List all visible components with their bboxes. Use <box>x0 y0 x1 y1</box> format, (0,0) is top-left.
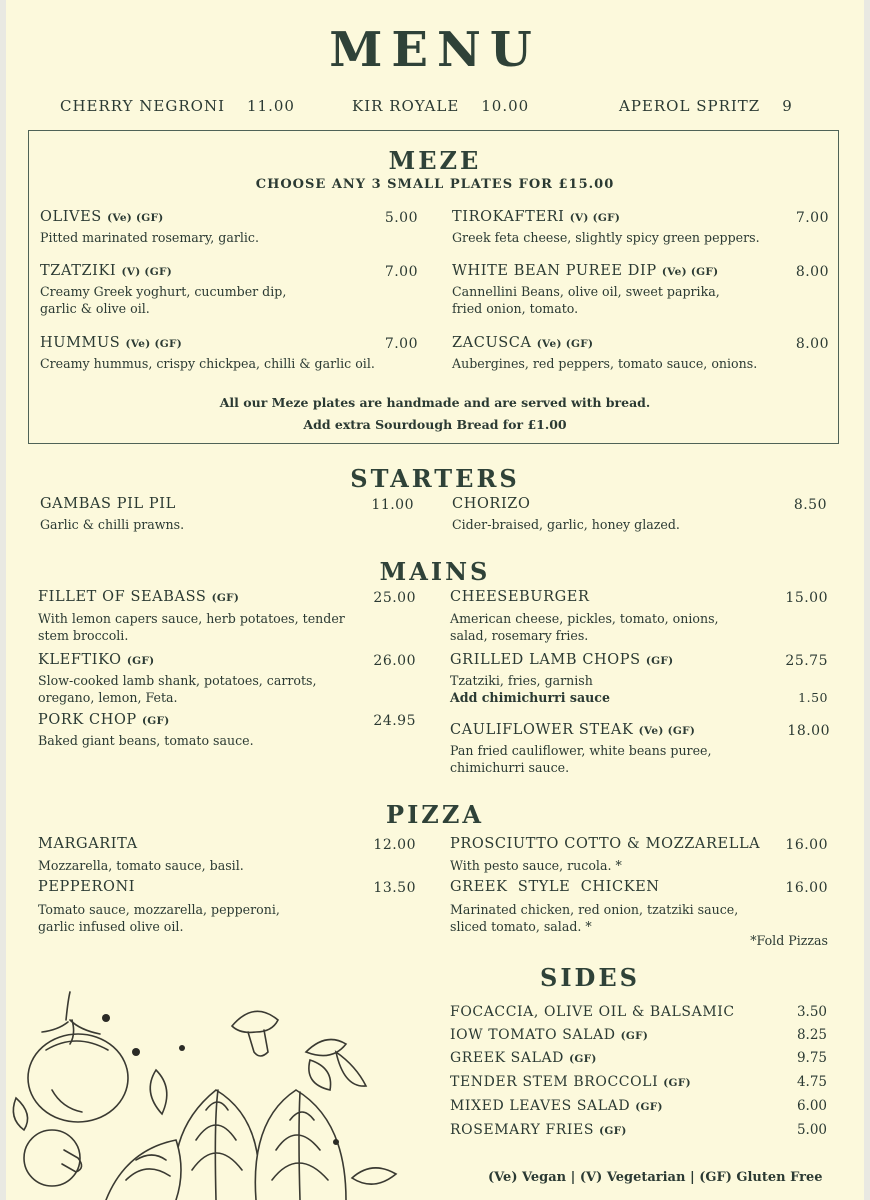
menu-item-description: Baked giant beans, tomato sauce. <box>38 733 254 748</box>
mains-heading: MAINS <box>379 557 491 586</box>
menu-item-description: Aubergines, red peppers, tomato sauce, onions. <box>452 356 758 371</box>
menu-item-price: 7.00 <box>384 336 418 352</box>
dietary-tag: (GF) <box>663 1077 691 1089</box>
addon-label: Add chimichurri sauce <box>450 690 610 705</box>
side-item-name: IOW TOMATO SALAD (GF) <box>450 1027 649 1043</box>
menu-item-name: PORK CHOP (GF) <box>38 712 170 728</box>
menu-item-price: 11.00 <box>371 497 414 513</box>
menu-item-description: Creamy Greek yoghurt, cucumber dip, garlic & olive oil. <box>40 284 287 316</box>
menu-item-price: 8.50 <box>793 497 827 513</box>
menu-item-description: Cannellini Beans, olive oil, sweet paprika, fried onion, tomato. <box>452 284 720 316</box>
menu-item-description: Slow-cooked lamb shank, potatoes, carrots, oregano, lemon, Feta. <box>38 673 317 705</box>
menu-item-name: OLIVES (Ve) (GF) <box>40 209 164 225</box>
pizza-heading: PIZZA <box>386 800 484 829</box>
menu-item-description: Greek feta cheese, slightly spicy green peppers. <box>452 230 760 245</box>
menu-item-price: 15.00 <box>785 590 828 606</box>
menu-item-name: WHITE BEAN PUREE DIP (Ve) (GF) <box>452 263 719 279</box>
tomato-icon <box>28 992 128 1122</box>
menu-item-price: 7.00 <box>795 210 829 226</box>
dietary-tag: (Ve) (GF) <box>536 338 594 350</box>
dietary-tag: (Ve) (GF) <box>661 266 719 278</box>
side-item-price: 3.50 <box>796 1004 827 1020</box>
dietary-tag: (GF) <box>620 1030 649 1042</box>
menu-item-name: FILLET OF SEABASS (GF) <box>38 589 240 605</box>
menu-item-name: PEPPERONI <box>38 879 136 895</box>
dietary-tag: (GF) <box>211 592 240 604</box>
dietary-tag: (GF) <box>142 715 170 727</box>
artichoke-icon <box>106 1090 346 1200</box>
vegetable-sketch-icon <box>6 990 406 1200</box>
menu-item-price: 7.00 <box>384 264 418 280</box>
menu-item-name: CAULIFLOWER STEAK (Ve) (GF) <box>450 722 696 738</box>
dietary-tag: (GF) <box>599 1125 627 1137</box>
pizza-footnote: *Fold Pizzas <box>750 933 828 948</box>
mushroom-icon <box>232 1011 278 1056</box>
menu-item-description: Cider-braised, garlic, honey glazed. <box>452 517 680 532</box>
menu-item-name: ZACUSCA (Ve) (GF) <box>452 335 594 351</box>
menu-item-name: GREEK STYLE CHICKEN <box>450 879 660 895</box>
dietary-tag: (Ve) (GF) <box>638 725 696 737</box>
menu-item-price: 16.00 <box>785 880 828 896</box>
menu-item-price: 26.00 <box>373 653 416 669</box>
meze-note: Add extra Sourdough Bread for £1.00 <box>303 417 567 432</box>
drink-item <box>352 97 529 115</box>
menu-item-name: CHORIZO <box>452 496 531 512</box>
menu-page <box>6 0 864 1200</box>
dietary-tag: (Ve) (GF) <box>125 338 183 350</box>
dietary-tag: (V) (GF) <box>121 266 172 278</box>
dietary-tag: (GF) <box>569 1053 597 1065</box>
side-item-price: 8.25 <box>796 1027 827 1043</box>
dietary-legend: (Ve) Vegan | (V) Vegetarian | (GF) Gluten Free <box>488 1170 823 1185</box>
menu-item-name: HUMMUS (Ve) (GF) <box>40 335 183 351</box>
menu-item-name: TIROKAFTERI (V) (GF) <box>452 209 621 225</box>
menu-item-price: 25.75 <box>785 653 828 669</box>
menu-item-name: MARGARITA <box>38 836 138 852</box>
meze-note: All our Meze plates are handmade and are served with bread. <box>219 395 651 410</box>
drink-price: 9 <box>782 97 793 115</box>
drink-price: 10.00 <box>481 97 530 115</box>
side-item-price: 5.00 <box>796 1122 827 1138</box>
menu-item-description: American cheese, pickles, tomato, onions, salad, rosemary fries. <box>450 611 719 643</box>
side-item-name: GREEK SALAD (GF) <box>450 1050 597 1066</box>
sides-heading: SIDES <box>540 963 640 992</box>
dietary-tag: (V) (GF) <box>569 212 621 224</box>
side-item-name: MIXED LEAVES SALAD (GF) <box>450 1098 663 1114</box>
menu-item-name: GAMBAS PIL PIL <box>40 496 176 512</box>
menu-item-price: 24.95 <box>373 713 416 729</box>
menu-item-price: 13.50 <box>373 880 416 896</box>
dietary-tag: (GF) <box>126 655 155 667</box>
menu-item-price: 18.00 <box>787 723 830 739</box>
menu-item-price: 8.00 <box>795 336 829 352</box>
menu-item-price: 25.00 <box>373 590 416 606</box>
side-item-price: 4.75 <box>796 1074 827 1090</box>
menu-item-description: Tomato sauce, mozzarella, pepperoni, garlic infused olive oil. <box>38 902 280 934</box>
menu-item-description: Marinated chicken, red onion, tzatziki sauce, sliced tomato, salad. * <box>450 902 739 934</box>
addon-price: 1.50 <box>798 690 828 705</box>
menu-item-description: Garlic & chilli prawns. <box>40 517 185 532</box>
menu-item-description: Tzatziki, fries, garnish <box>450 673 593 688</box>
side-item-price: 6.00 <box>796 1098 827 1114</box>
drink-name: APEROL SPRITZ <box>619 97 761 115</box>
menu-item-name: KLEFTIKO (GF) <box>38 652 155 668</box>
dietary-tag: (Ve) (GF) <box>107 212 164 224</box>
menu-item-name: CHEESEBURGER <box>450 589 590 605</box>
page-title: MENU <box>329 22 541 78</box>
dietary-tag: (GF) <box>645 655 674 667</box>
menu-item-description: Pan fried cauliflower, white beans puree, chimichurri sauce. <box>450 743 712 775</box>
menu-item-name: GRILLED LAMB CHOPS (GF) <box>450 652 674 668</box>
starters-heading: STARTERS <box>350 464 520 493</box>
menu-item-description: With lemon capers sauce, herb potatoes, tender stem broccoli. <box>38 611 345 643</box>
menu-item-name: PROSCIUTTO COTTO & MOZZARELLA <box>450 836 761 852</box>
side-item-name: TENDER STEM BROCCOLI (GF) <box>450 1074 691 1090</box>
side-item-name: FOCACCIA, OLIVE OIL & BALSAMIC <box>450 1004 735 1020</box>
menu-item-price: 8.00 <box>795 264 829 280</box>
menu-item-description: Pitted marinated rosemary, garlic. <box>40 230 259 245</box>
menu-item-description: With pesto sauce, rucola. * <box>450 858 622 873</box>
menu-item-name: TZATZIKI (V) (GF) <box>40 263 172 279</box>
menu-item-price: 12.00 <box>373 837 416 853</box>
meze-heading: MEZE <box>388 146 482 175</box>
side-item-price: 9.75 <box>796 1050 827 1066</box>
drink-price: 11.00 <box>247 97 295 115</box>
drink-name: KIR ROYALE <box>352 97 460 115</box>
mushroom-icon <box>24 1130 82 1186</box>
menu-item-description: Mozzarella, tomato sauce, basil. <box>38 858 244 873</box>
menu-item-description: Creamy hummus, crispy chickpea, chilli & garlic oil. <box>40 356 375 371</box>
dietary-tag: (GF) <box>635 1101 663 1113</box>
side-item-name: ROSEMARY FRIES (GF) <box>450 1122 627 1138</box>
drink-item <box>60 97 295 115</box>
drink-item <box>619 97 793 115</box>
drink-name: CHERRY NEGRONI <box>60 97 226 115</box>
meze-subheading: CHOOSE ANY 3 SMALL PLATES FOR £15.00 <box>255 177 615 192</box>
menu-item-price: 5.00 <box>384 210 418 226</box>
menu-item-price: 16.00 <box>785 837 828 853</box>
